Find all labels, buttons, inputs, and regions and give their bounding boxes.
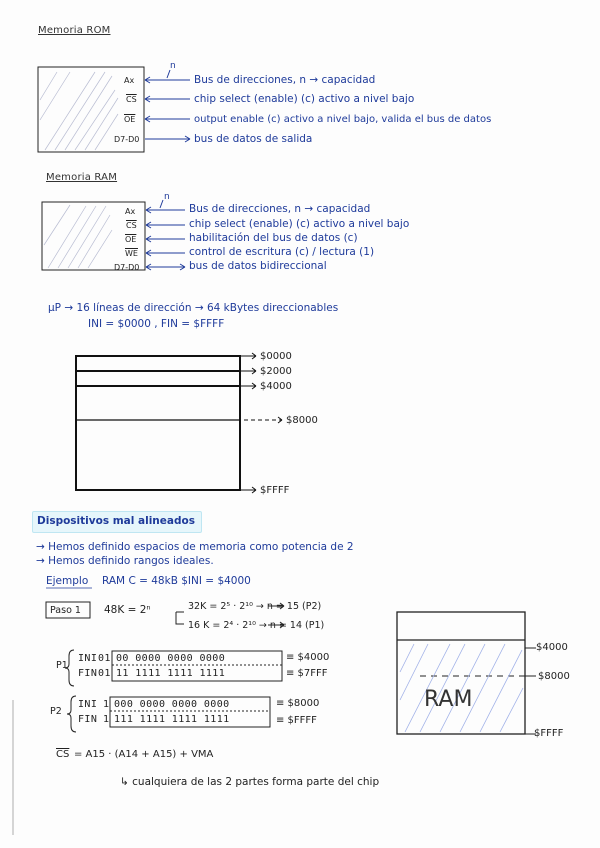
rom-desc-oe: output enable (c) activo a nivel bajo, valida el bus de datos	[194, 114, 492, 125]
rom-pin-cs: $\overline{CS}$	[126, 95, 137, 104]
p2-fin-low-bits: 111 1111 1111 1111	[114, 714, 230, 725]
ram-pin-address: Ax	[125, 207, 136, 216]
p2-fin-high-bit: 1	[103, 714, 110, 725]
p2-ini-label: INI	[78, 699, 98, 710]
p2-ini-high-bit: 1	[103, 699, 110, 710]
example-label: Ejemplo	[46, 575, 89, 587]
paso-expression: 48K = 2ⁿ	[104, 604, 151, 616]
rom-n-label: n	[170, 61, 176, 71]
p1-ini-label: INI	[78, 653, 98, 664]
p2-label: P2	[50, 706, 62, 717]
ram-pin-data: D7-D0	[114, 263, 140, 272]
map-label-ffff: $FFFF	[260, 485, 290, 496]
branch-32k: 32K = 2⁵ · 2¹⁰ → n = 15 (P2)	[188, 601, 322, 612]
p1-ini-value: ≡ $4000	[286, 652, 330, 663]
ram-block-label: RAM	[424, 687, 473, 712]
p2-fin-value: ≡ $FFFF	[276, 715, 317, 726]
rom-pin-data: D7-D0	[114, 135, 140, 144]
rom-desc-address: Bus de direcciones, n → capacidad	[194, 74, 376, 86]
misaligned-heading: Dispositivos mal alineados	[37, 515, 195, 527]
ram-desc-address: Bus de direcciones, n → capacidad	[189, 203, 371, 215]
p1-fin-label: FIN	[78, 668, 98, 679]
p1-ini-low-bits: 00 0000 0000 0000	[116, 653, 226, 664]
ram-pin-we: $\overline{WE}$	[125, 249, 138, 258]
p1-fin-value: ≡ $7FFF	[286, 668, 328, 679]
p1-ini-high-bits: 01	[98, 653, 111, 664]
misaligned-bullet-1: → Hemos definido espacios de memoria como potencia de 2	[36, 541, 354, 553]
map-label-0000: $0000	[260, 351, 292, 362]
rom-pin-oe: $\overline{OE}$	[124, 115, 136, 124]
p1-label: P1	[56, 660, 68, 671]
ram-n-label: n	[164, 192, 170, 202]
paso-label: Paso 1	[50, 605, 81, 616]
rom-desc-data: bus de datos de salida	[194, 133, 313, 145]
example-text: RAM C = 48kB $INI = $4000	[102, 575, 251, 587]
map-label-2000: $2000	[260, 366, 292, 377]
rom-pin-address: Ax	[124, 76, 135, 85]
map-label-4000: $4000	[260, 381, 292, 392]
p1-fin-high-bits: 01	[98, 668, 111, 679]
up-line-1: μP → 16 líneas de dirección → 64 kBytes direccionables	[48, 302, 339, 314]
cs-equation-lhs: $\overline{CS}$	[56, 749, 70, 760]
cs-footnote: ↳ cualquiera de las 2 partes forma parte del chip	[120, 776, 380, 788]
ram-desc-we: control de escritura (c) / lectura (1)	[189, 246, 375, 258]
ram-title: Memoria RAM	[46, 172, 118, 183]
ram-desc-oe: habilitación del bus de datos (c)	[189, 232, 358, 244]
p2-fin-label: FIN	[78, 714, 98, 725]
p2-ini-value: ≡ $8000	[276, 698, 320, 709]
p1-fin-low-bits: 11 1111 1111 1111	[116, 668, 226, 679]
ram-block-label-ffff: $FFFF	[534, 728, 564, 739]
cs-equation-rhs: = A15 · (A14 + A15) + VMA	[74, 749, 214, 760]
misaligned-bullet-2: → Hemos definido rangos ideales.	[36, 555, 214, 567]
ram-block-label-8000: $8000	[538, 671, 570, 682]
ram-pin-cs: $\overline{CS}$	[126, 221, 137, 230]
rom-title: Memoria ROM	[38, 25, 111, 36]
ram-desc-data: bus de datos bidireccional	[189, 260, 327, 272]
ram-pin-oe: $\overline{OE}$	[125, 235, 137, 244]
map-label-8000: $8000	[286, 415, 318, 426]
up-line-2: INI = $0000 , FIN = $FFFF	[88, 318, 225, 330]
ram-desc-cs: chip select (enable) (c) activo a nivel bajo	[189, 218, 410, 230]
rom-desc-cs: chip select (enable) (c) activo a nivel bajo	[194, 93, 415, 105]
branch-16k: 16 K = 2⁴ · 2¹⁰ → n = 14 (P1)	[188, 620, 325, 631]
ram-block-label-4000: $4000	[536, 642, 568, 653]
p2-ini-low-bits: 000 0000 0000 0000	[114, 699, 230, 710]
